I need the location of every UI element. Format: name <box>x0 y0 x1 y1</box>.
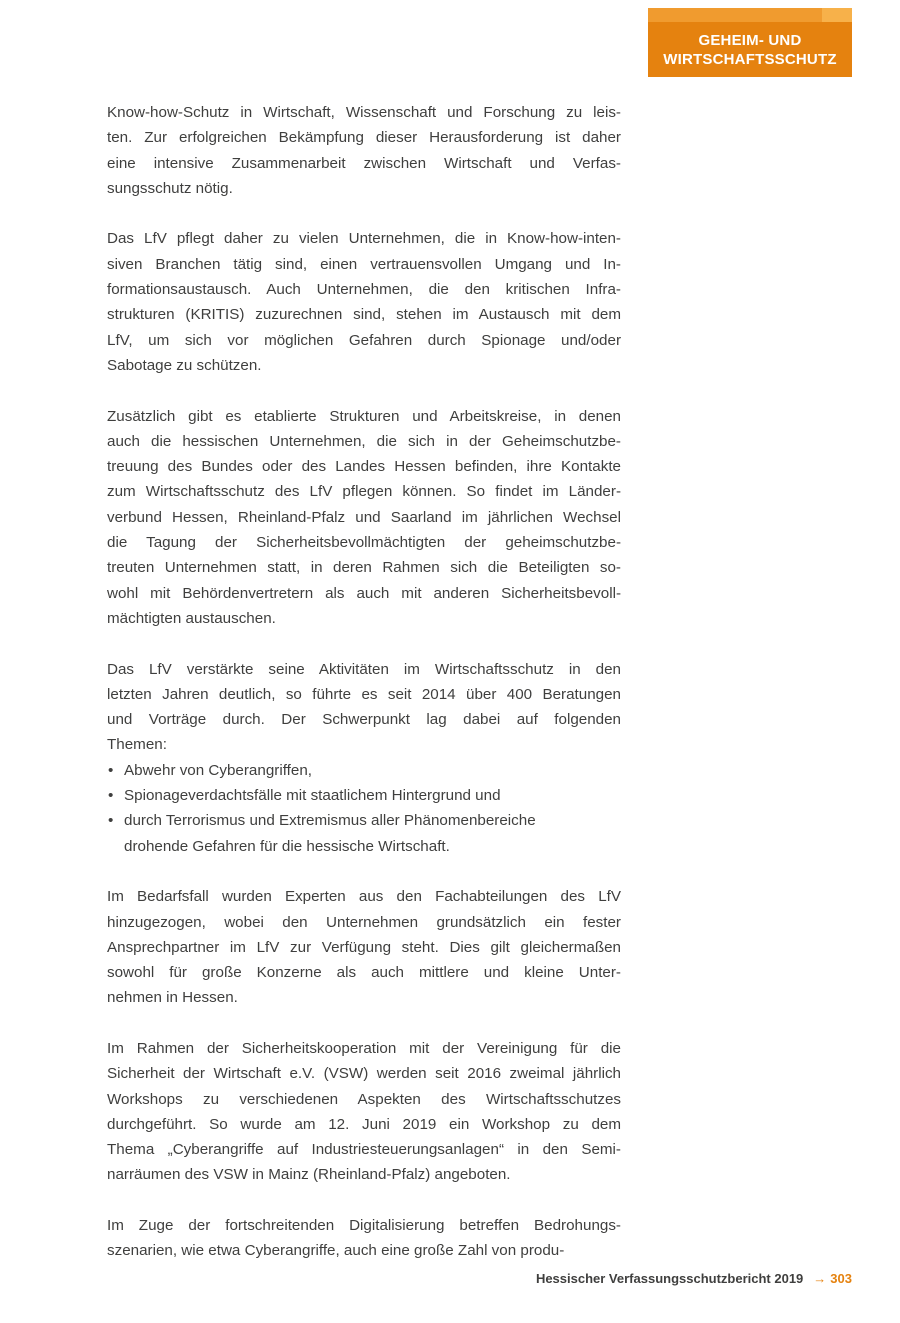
text-line: siven Branchen tätig sind, einen vertrauensvollen Umgang und In- <box>107 255 621 273</box>
footer-report-title: Hessischer Verfassungsschutzbericht 2019 <box>535 1271 804 1286</box>
paragraph <box>107 1036 621 1188</box>
text-line: Das LfV pflegt daher zu vielen Unternehmen, die in Know-how-inten- <box>107 230 621 248</box>
page-footer <box>536 1271 852 1286</box>
paragraph <box>107 657 621 758</box>
text-line: zum Wirtschaftsschutz des LfV pflegen können. So findet im Länder- <box>107 483 621 501</box>
bullet-list <box>107 758 621 859</box>
paragraph <box>107 1213 621 1264</box>
text-line: mächtigten austauschen. <box>107 609 276 627</box>
text-line: Sicherheit der Wirtschaft e.V. (VSW) werden seit 2016 zweimal jährlich <box>107 1065 621 1083</box>
bullet-item <box>107 808 621 859</box>
chapter-badge <box>648 8 852 77</box>
paragraph <box>107 100 621 201</box>
badge-accent-square <box>822 8 852 22</box>
arrow-right-icon: → <box>813 1271 827 1286</box>
body-text <box>107 100 621 1289</box>
paragraph <box>107 404 621 632</box>
text-line: LfV, um sich vor möglichen Gefahren durch Spionage und/oder <box>107 331 621 349</box>
chapter-title-line2: WIRTSCHAFTSSCHUTZ <box>663 50 837 68</box>
text-line: die Tagung der Sicherheitsbevollmächtigten der geheimschutzbe- <box>107 534 621 552</box>
badge-accent-bar <box>648 8 822 22</box>
badge-accent-row <box>648 8 852 22</box>
chapter-title-line1: GEHEIM- UND <box>698 31 802 49</box>
text-line: szenarien, wie etwa Cyberangriffe, auch eine große Zahl von produ- <box>107 1242 565 1260</box>
text-line: letzten Jahren deutlich, so führte es seit 2014 über 400 Beratungen <box>107 685 621 703</box>
text-line: sungsschutz nötig. <box>107 179 233 197</box>
text-line: Abwehr von Cyberangriffen, <box>124 761 312 779</box>
text-line: Im Rahmen der Sicherheitskooperation mit der Vereinigung für die <box>107 1039 621 1057</box>
text-line: ten. Zur erfolgreichen Bekämpfung dieser Herausforderung ist daher <box>107 129 621 147</box>
text-line: Im Zuge der fortschreitenden Digitalisierung betreffen Bedrohungs- <box>107 1217 621 1235</box>
text-line: narräumen des VSW in Mainz (Rheinland-Pfalz) angeboten. <box>107 1166 511 1184</box>
text-line: und Vorträge durch. Der Schwerpunkt lag dabei auf folgenden <box>107 711 621 729</box>
text-line: Workshops zu verschiedenen Aspekten des Wirtschaftsschutzes <box>107 1090 621 1108</box>
footer-page-ref <box>813 1271 852 1286</box>
text-line: treuung des Bundes oder des Landes Hessen befinden, ihre Kontakte <box>107 458 621 476</box>
text-line: nehmen in Hessen. <box>107 989 238 1007</box>
text-line: durch Terrorismus und Extremismus aller Phänomenbereiche <box>124 812 536 830</box>
text-line: Zusätzlich gibt es etablierte Strukturen und Arbeitskreise, in denen <box>107 407 621 425</box>
bullet-icon: • <box>108 812 114 830</box>
bullet-item <box>107 758 621 783</box>
text-line: Thema „Cyberangriffe auf Industriesteuerungsanlagen“ in den Semi- <box>107 1141 621 1159</box>
text-line: verbund Hessen, Rheinland-Pfalz und Saarland im jährlichen Wechsel <box>107 508 621 526</box>
footer-page-number: 303 <box>830 1271 852 1286</box>
text-line: treuten Unternehmen statt, in deren Rahmen sich die Beteiligten so- <box>107 559 621 577</box>
text-line: sowohl für große Konzerne als auch mittlere und kleine Unter- <box>107 964 621 982</box>
text-line: wohl mit Behördenvertretern als auch mit anderen Sicherheitsbevoll- <box>107 584 621 602</box>
paragraph <box>107 884 621 1010</box>
text-line: Im Bedarfsfall wurden Experten aus den Fachabteilungen des LfV <box>107 888 621 906</box>
text-line: formationsaustausch. Auch Unternehmen, die den kritischen Infra- <box>107 281 621 299</box>
text-line: auch die hessischen Unternehmen, die sich in der Geheimschutzbe- <box>107 432 621 450</box>
text-line: Das LfV verstärkte seine Aktivitäten im Wirtschaftsschutz in den <box>107 660 621 678</box>
text-line: durchgeführt. So wurde am 12. Juni 2019 ein Workshop zu dem <box>107 1115 621 1133</box>
text-line: Sabotage zu schützen. <box>107 356 262 374</box>
text-line: eine intensive Zusammenarbeit zwischen Wirtschaft und Verfas- <box>107 154 621 172</box>
text-line: Ansprechpartner im LfV zur Verfügung steht. Dies gilt gleichermaßen <box>107 938 621 956</box>
text-line: Spionageverdachtsfälle mit staatlichem Hintergrund und <box>124 787 501 805</box>
text-line: Know-how-Schutz in Wirtschaft, Wissenschaft und Forschung zu leis- <box>107 104 621 121</box>
text-line: hinzugezogen, wobei den Unternehmen grundsätzlich ein fester <box>107 913 621 931</box>
chapter-title <box>648 22 852 77</box>
text-line: Themen: <box>107 736 167 754</box>
text-line: drohende Gefahren für die hessische Wirtschaft. <box>124 837 450 855</box>
paragraph <box>107 226 621 378</box>
bullet-item <box>107 783 621 808</box>
text-line: strukturen (KRITIS) zuzurechnen sind, stehen im Austausch mit dem <box>107 306 621 324</box>
bullet-icon: • <box>108 761 114 779</box>
bullet-icon: • <box>108 787 114 805</box>
